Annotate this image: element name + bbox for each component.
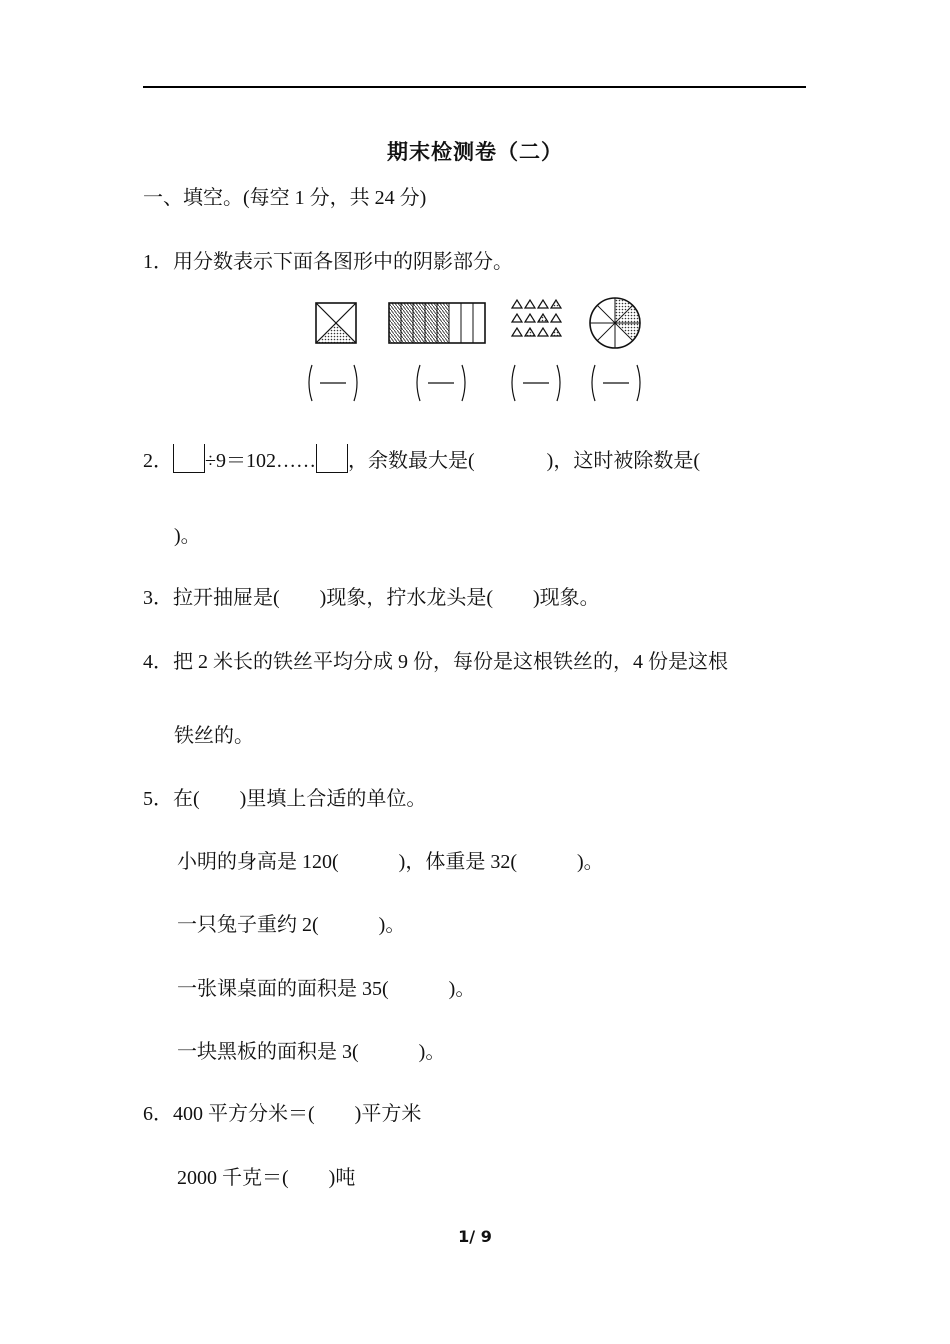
- question-text: 用分数表示下面各图形中的阴影部分。: [173, 251, 513, 273]
- shaded-triangle: [316, 323, 356, 343]
- division-expression: ÷9＝102……: [205, 450, 316, 472]
- question-number: 1．: [143, 251, 173, 273]
- remainder-box[interactable]: [316, 444, 348, 473]
- section-heading: 一、填空。(每空 1 分，共 24 分): [143, 187, 427, 209]
- question-5-item: 一张课桌面的面积是 35( )。: [177, 978, 476, 1000]
- question-text: 把 2 米长的铁丝平均分成 9 份，每份是这根铁丝的，4 份是这根: [173, 651, 728, 673]
- question-number: 6．: [143, 1103, 173, 1125]
- question-5: [143, 785, 426, 813]
- question-text: 拉开抽屉是( )现象，拧水龙头是( )现象。: [173, 587, 600, 609]
- page-title: 期末检测卷（二）: [387, 140, 563, 164]
- figure-rectangle-strips: [388, 302, 486, 344]
- question-text: 400 平方分米＝( )平方米: [173, 1103, 422, 1125]
- fraction-blank-4[interactable]: [586, 362, 646, 404]
- question-3: [143, 584, 600, 612]
- question-5-item: 一只兔子重约 2( )。: [177, 914, 406, 936]
- question-number: 4．: [143, 651, 173, 673]
- shaded-strips: [389, 303, 449, 343]
- question-6: [143, 1100, 421, 1128]
- question-4-continuation: 铁丝的。: [174, 725, 254, 747]
- question-number: 3．: [143, 587, 173, 609]
- question-text-b: )，这时被除数是(: [546, 450, 700, 472]
- figure-square-diagonals: [315, 302, 357, 344]
- figure-circle-sectors: [588, 296, 642, 350]
- question-4: [143, 648, 728, 676]
- question-2-continuation: )。: [174, 525, 201, 547]
- question-6-item: 2000 千克＝( )吨: [177, 1167, 356, 1189]
- fraction-blank-1[interactable]: [303, 362, 363, 404]
- question-5-item: 一块黑板的面积是 3( )。: [177, 1041, 446, 1063]
- dividend-box[interactable]: [173, 444, 205, 473]
- question-text-a: ，余数最大是(: [347, 450, 475, 472]
- fraction-blank-2[interactable]: [411, 362, 471, 404]
- question-number: 2．: [143, 450, 173, 472]
- question-2: [143, 444, 700, 475]
- question-number: 5．: [143, 788, 173, 810]
- question-5-item: 小明的身高是 120( )，体重是 32( )。: [177, 851, 604, 873]
- figure-triangles: [508, 298, 562, 338]
- fraction-blank-3[interactable]: [506, 362, 566, 404]
- page-number: 1/ 9: [458, 1227, 492, 1246]
- header-rule: [143, 86, 806, 88]
- question-text: 在( )里填上合适的单位。: [173, 788, 427, 810]
- question-1: [143, 248, 513, 276]
